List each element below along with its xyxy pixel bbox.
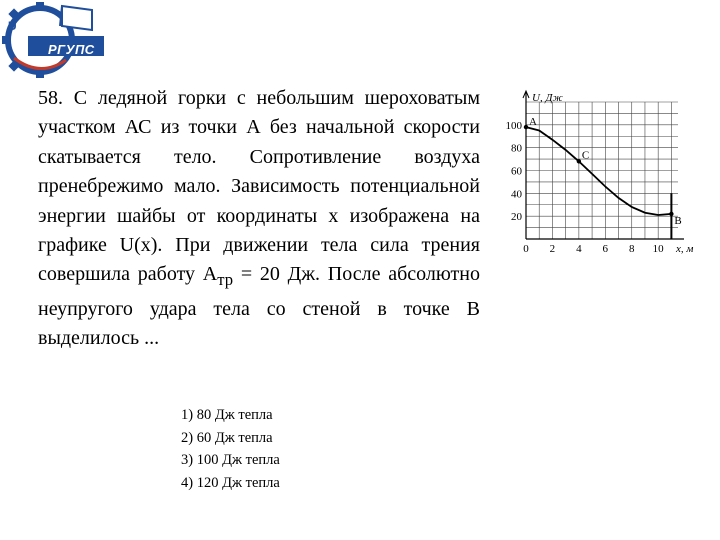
point-marker-c: [577, 159, 581, 163]
svg-text:U: U: [8, 19, 17, 33]
x-tick-label: 4: [576, 243, 582, 255]
x-tick-label: 8: [628, 243, 635, 255]
problem-number: 58.: [38, 87, 63, 109]
point-marker-a: [524, 125, 528, 129]
x-axis-label: x, м: [676, 243, 694, 255]
problem-text-after: = 20 Дж. После абсолютно неупругого удара тела со стеной в точке В выделилось ...: [38, 263, 480, 350]
problem-statement: [38, 84, 480, 354]
x-tick-label: 10: [652, 243, 664, 255]
answer-option-3[interactable]: 3) 100 Дж тепла: [181, 452, 280, 468]
y-tick-label: 20: [511, 211, 522, 224]
problem-paragraph: [38, 84, 480, 354]
y-tick-label: 60: [511, 165, 522, 178]
y-axis-label: U, Дж: [532, 92, 563, 104]
x-tick-label: 0: [523, 243, 529, 255]
answer-option-4[interactable]: 4) 120 Дж тепла: [181, 474, 280, 491]
answer-option-2[interactable]: 2) 60 Дж тепла: [181, 429, 273, 446]
energy-curve: [526, 127, 671, 215]
y-tick-label: 100: [505, 119, 522, 132]
answer-options: [181, 404, 280, 494]
problem-subscript: тр: [217, 270, 234, 290]
problem-text-before: С ледяной горки с небольшим шероховатым участком АС из точки А без начальной скорости скатывается тело. Сопротивление воздуха пренебрежимо мало. Зависимость потенциальной энергии шайбы от координаты x изображена на графике U(x). При движении тела сила трения совершила работу А: [38, 87, 481, 286]
answer-option-1[interactable]: 1) 80 Дж тепла: [181, 407, 273, 423]
potential-energy-chart: [490, 86, 715, 266]
x-tick-label: 6: [602, 243, 609, 255]
y-tick-label: 80: [511, 142, 522, 155]
x-tick-label: 2: [549, 243, 556, 255]
point-label-c: C: [581, 149, 590, 162]
university-logo: [0, 0, 110, 80]
point-marker-b: [669, 212, 673, 216]
point-label-b: B: [674, 214, 682, 227]
logo-emblem-icon: [0, 0, 110, 80]
y-tick-label: 40: [511, 188, 522, 201]
logo-text: РГУПС: [48, 42, 95, 57]
point-label-a: A: [529, 116, 537, 129]
